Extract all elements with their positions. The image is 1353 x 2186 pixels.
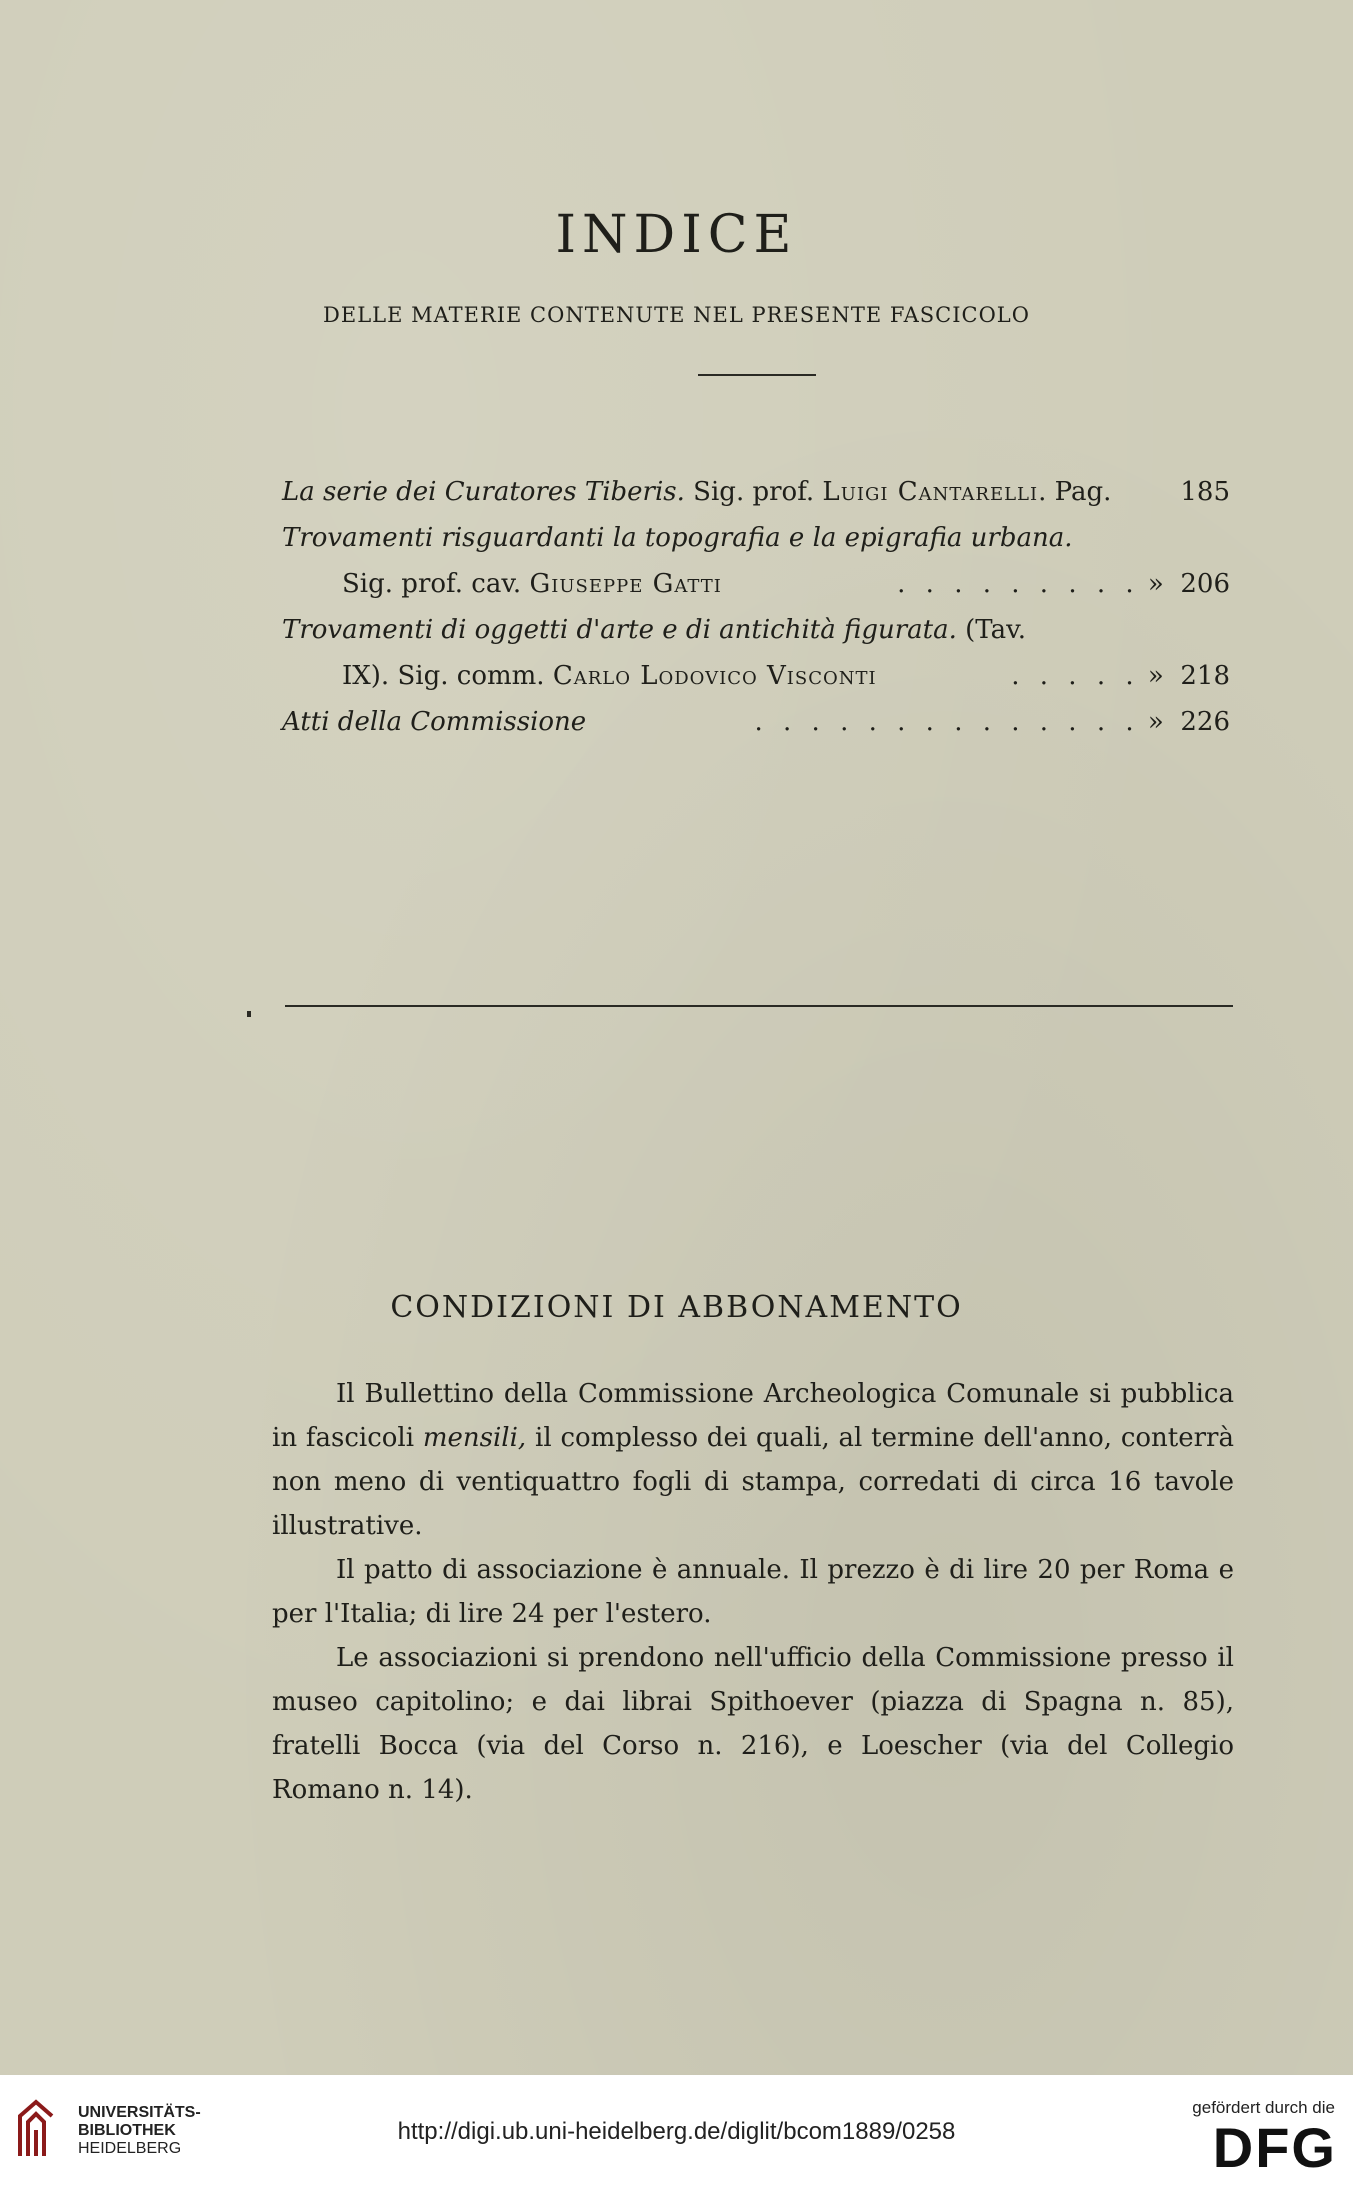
library-name-line-2: BIBLIOTHEK <box>78 2122 176 2139</box>
toc-entry-suffix: (Tav. <box>956 615 1026 645</box>
conditions-paragraph-2: Il patto di associazione è annuale. Il prezzo è di lire 20 per Roma e per l'Italia; di lire 24 per l'estero. <box>272 1555 1234 1629</box>
toc-entry-1 <box>282 470 1230 514</box>
page-subtitle: DELLE MATERIE CONTENUTE NEL PRESENTE FASCICOLO <box>323 303 1030 327</box>
toc-entry-author: Carlo Lodovico Visconti <box>552 661 877 691</box>
toc-entry-leader <box>897 562 1230 606</box>
toc-entry-title: Trovamenti di oggetti d'arte e di antichità figurata. <box>282 615 957 645</box>
toc-entry-title: Atti della Commissione <box>282 707 587 737</box>
page-title: INDICE <box>555 205 798 265</box>
paragraph-text: il complesso dei quali, al termine dell'anno, conterrà non meno di ventiquattro fogli di stampa, corredati di circa 16 tavole illustrative. <box>272 1423 1234 1541</box>
toc-entry-prefix: IX). Sig. comm. <box>342 661 553 691</box>
toc-entry-2-line-2 <box>342 562 1230 606</box>
toc-entry-suffix: . Pag. <box>1038 477 1112 507</box>
toc-entry-page: 206 <box>1180 569 1230 599</box>
conditions-paragraph-1 <box>272 1372 1234 1548</box>
toc-entry-author: Luigi Cantarelli <box>822 477 1039 507</box>
permalink-url[interactable]: http://digi.ub.uni-heidelberg.de/diglit/bcom1889/0258 <box>397 2118 956 2145</box>
ditto-mark: » <box>1147 707 1164 737</box>
toc-entry-4 <box>282 700 1230 744</box>
toc-entry-2-line-1 <box>282 516 1230 560</box>
toc-entry-author: Giuseppe Gatti <box>529 569 722 599</box>
toc-entry-leader <box>1011 654 1230 698</box>
toc-entry-page: 226 <box>1180 707 1230 737</box>
ditto-mark: » <box>1147 569 1164 599</box>
paragraph-text: Il Bullettino della Commissione Archeologica Comunale si pubblica in fascicoli <box>272 1379 1234 1453</box>
leader-dots: . . . . . <box>1011 661 1140 691</box>
margin-mark <box>247 1011 251 1017</box>
conditions-title: CONDIZIONI DI ABBONAMENTO <box>390 1290 963 1325</box>
conditions-paragraph-3: Le associazioni si prendono nell'ufficio della Commissione presso il museo capitolino; e dai librai Spithoever (piazza di Spagna n. 85), fratelli Bocca (via del Corso n. 216), e Loescher (via del Collegio Romano n. 14). <box>272 1643 1234 1805</box>
toc-entry-3-line-1 <box>282 608 1230 652</box>
toc-entry-title: La serie dei Curatores Tiberis. <box>282 477 685 507</box>
toc-entry-prefix: Sig. prof. <box>684 477 823 507</box>
section-divider <box>285 1005 1233 1007</box>
title-divider <box>698 374 816 376</box>
ditto-mark: » <box>1147 661 1164 691</box>
toc-entry-page: 185 <box>1180 477 1230 507</box>
funded-by-label: gefördert durch die <box>1192 2098 1335 2117</box>
toc-entry-page: 218 <box>1180 661 1230 691</box>
toc-entry-leader <box>754 700 1230 744</box>
library-name-line-1: UNIVERSITÄTS- <box>78 2104 201 2121</box>
paragraph-emphasis: mensili, <box>422 1423 527 1453</box>
leader-dots: . . . . . . . . . <box>897 569 1140 599</box>
leader-dots: . . . . . . . . . . . . . . <box>754 707 1140 737</box>
toc-entry-3-line-2 <box>342 654 1230 698</box>
toc-entry-title: Trovamenti risguardanti la topografia e la epigrafia urbana. <box>282 523 1073 553</box>
library-name-line-3: HEIDELBERG <box>78 2140 182 2157</box>
toc-entry-prefix: Sig. prof. cav. <box>342 569 530 599</box>
dfg-logo: DFG <box>1212 2116 1337 2179</box>
